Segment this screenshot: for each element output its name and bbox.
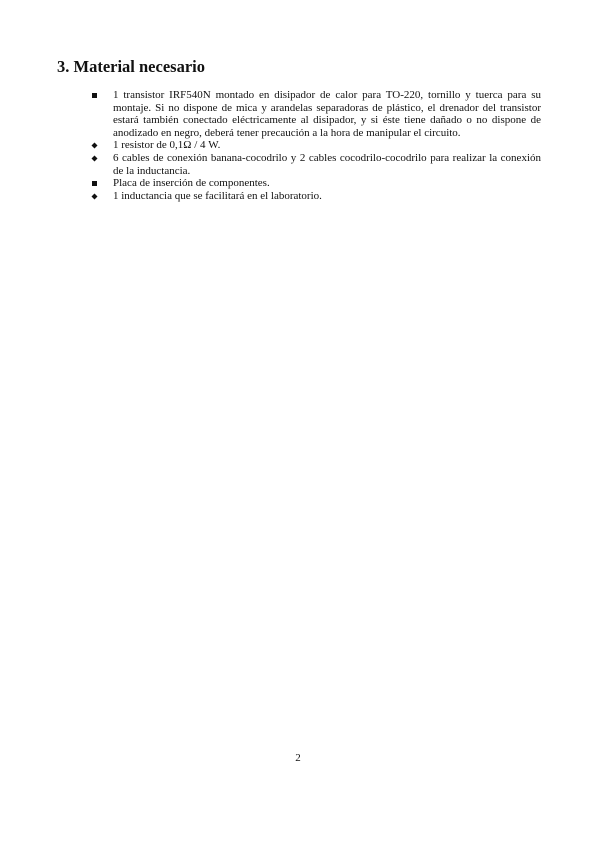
page-number: 2	[295, 752, 301, 764]
list-item-cables	[91, 152, 541, 177]
list-item-text: 6 cables de conexión banana-cocodrilo y 2 cables cocodrilo-cocodrilo para realizar la conexión de la inductancia.	[113, 151, 541, 177]
materials-list	[91, 89, 541, 202]
diamond-bullet-icon	[91, 155, 97, 161]
list-item-text: 1 transistor IRF540N montado en disipador de calor para TO-220, tornillo y tuerca para su montaje. Si no dispone de mica y arandelas separadoras de plástico, el drenador del transistor estará también conectado eléctricamente al disipador, y si éste tiene dañado o no dispone de anodizado en negro, deberá tener precaución a la hora de manipular el circuito.	[113, 89, 541, 139]
list-item-text: 1 inductancia que se facilitará en el laboratorio.	[113, 189, 322, 202]
list-item-breadboard	[91, 177, 541, 190]
square-bullet-icon	[92, 181, 97, 186]
list-item-text: 1 resistor de 0,1Ω / 4 W.	[113, 139, 221, 152]
section-heading: 3. Material necesario	[57, 57, 205, 76]
list-item-text: Placa de inserción de componentes.	[113, 177, 270, 190]
square-bullet-icon	[92, 93, 97, 98]
diamond-bullet-icon	[91, 143, 97, 149]
list-item-resistor	[91, 139, 541, 152]
diamond-bullet-icon	[91, 193, 97, 199]
list-item-transistor	[91, 89, 541, 139]
list-item-inductor	[91, 190, 541, 203]
